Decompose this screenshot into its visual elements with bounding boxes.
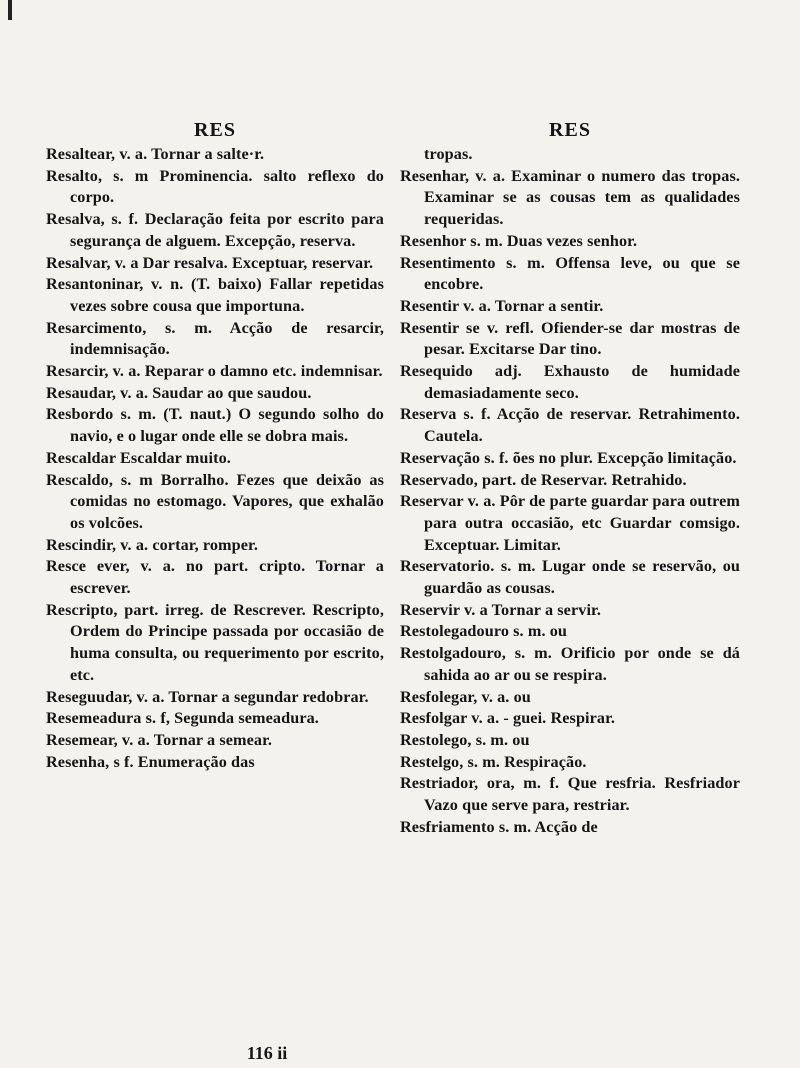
dictionary-entry: Resequido adj. Exhausto de humidade demasiadamente seco. [400,362,740,402]
dictionary-entry: Reservir v. a Tornar a servir. [400,600,601,619]
dictionary-entry: Resenhar, v. a. Examinar o numero das tropas. Examinar se as cousas tem as qualidades requeridas. [400,166,740,229]
dictionary-entry: Restolegadouro s. m. ou [400,622,568,641]
dictionary-entry: Reservatorio. s. m. Lugar onde se reservão, ou guardão as cousas. [400,557,740,598]
dictionary-entry: Restolgadouro, s. m. Orificio por onde se dá sahida ao ar ou se respira. [400,644,740,684]
dictionary-entry: Resce ever, v. a. no part. cripto. Tornar a escrever. [46,557,384,598]
margin-mark [8,0,12,20]
dictionary-entry: Resenhor s. m. Duas vezes senhor. [400,231,638,250]
dictionary-entry: Restriador, ora, m. f. Que resfria. Resfriador Vazo que serve para, restriar. [400,774,740,815]
dictionary-entry: Restelgo, s. m. Respiração. [400,752,587,771]
dictionary-entry: Resemeadura s. f, Segunda semeadura. [46,709,319,728]
dictionary-entry: Reservar v. a. Pôr de parte guardar para outrem para outra occasião, etc Guardar comsigo. Exceptuar. Limitar. [400,492,740,554]
dictionary-entry: Rescaldar Escaldar muito. [46,448,231,467]
dictionary-entry: Resalva, s. f. Declaração feita por escrito para segurança de alguem. Excepção, reserva. [46,210,384,250]
dictionary-entry: Resarcimento, s. m. Acção de resarcir, indemnisação. [46,318,384,359]
dictionary-entry: Resantoninar, v. n. (T. baixo) Fallar repetidas vezes sobre cousa que importuna. [46,275,384,315]
left-column [46,118,384,773]
dictionary-entry: Resaltear, v. a. Tornar a salte·r. [46,145,265,163]
dictionary-entry: Resentir se v. refl. Ofiender-se dar mostras de pesar. Excitarse Dar tino. [400,318,740,359]
dictionary-entry: Reservação s. f. ões no plur. Excepção limitação. [400,448,737,467]
entry-continuation: tropas. [424,145,473,163]
dictionary-entry: Resfolgar v. a. - guei. Respirar. [400,709,616,728]
dictionary-entry: Resalvar, v. a Dar resalva. Exceptuar, reservar. [46,253,374,272]
dictionary-entry: Resemear, v. a. Tornar a semear. [46,730,273,749]
dictionary-entry: Resentir v. a. Tornar a sentir. [400,296,604,315]
dictionary-entry: Resenha, s f. Enumeração das [46,752,255,771]
dictionary-entry: Resarcir, v. a. Reparar o damno etc. indemnisar. [46,362,383,381]
dictionary-entry: Resalto, s. m Prominencia. salto reflexo do corpo. [46,166,384,207]
dictionary-entry: Reserva s. f. Acção de reservar. Retrahimento. Cautela. [400,405,740,446]
left-entry-list [46,144,384,773]
dictionary-entry: Resentimento s. m. Offensa leve, ou que se encobre. [400,253,740,294]
dictionary-entry: Restolego, s. m. ou [400,730,530,749]
left-column-header: RES [194,119,236,141]
dictionary-entry: Reservado, part. de Reservar. Retrahido. [400,470,687,489]
dictionary-entry: Rescaldo, s. m Borralho. Fezes que deixão as comidas no estomago. Vapores, que exhalão os volcões. [46,470,384,532]
dictionary-entry: Rescindir, v. a. cortar, romper. [46,535,258,554]
dictionary-entry: Resfriamento s. m. Acção de [400,817,598,836]
right-entry-list [400,144,740,839]
right-column [400,118,740,839]
dictionary-entry: Resfolegar, v. a. ou [400,687,531,706]
dictionary-entry: Resaudar, v. a. Saudar ao que saudou. [46,383,312,402]
right-column-header: RES [549,119,591,141]
dictionary-entry: Resbordo s. m. (T. naut.) O segundo solho do navio, e o lugar onde elle se dobra mais. [46,405,384,446]
dictionary-entry: Reseguudar, v. a. Tornar a segundar redobrar. [46,687,369,706]
page-folio: 116 ii [246,1043,288,1063]
dictionary-entry: Rescripto, part. irreg. de Rescrever. Rescripto, Ordem do Principe passada por occasião de huma consulta, ou requerimento por escrito, etc. [46,600,384,684]
